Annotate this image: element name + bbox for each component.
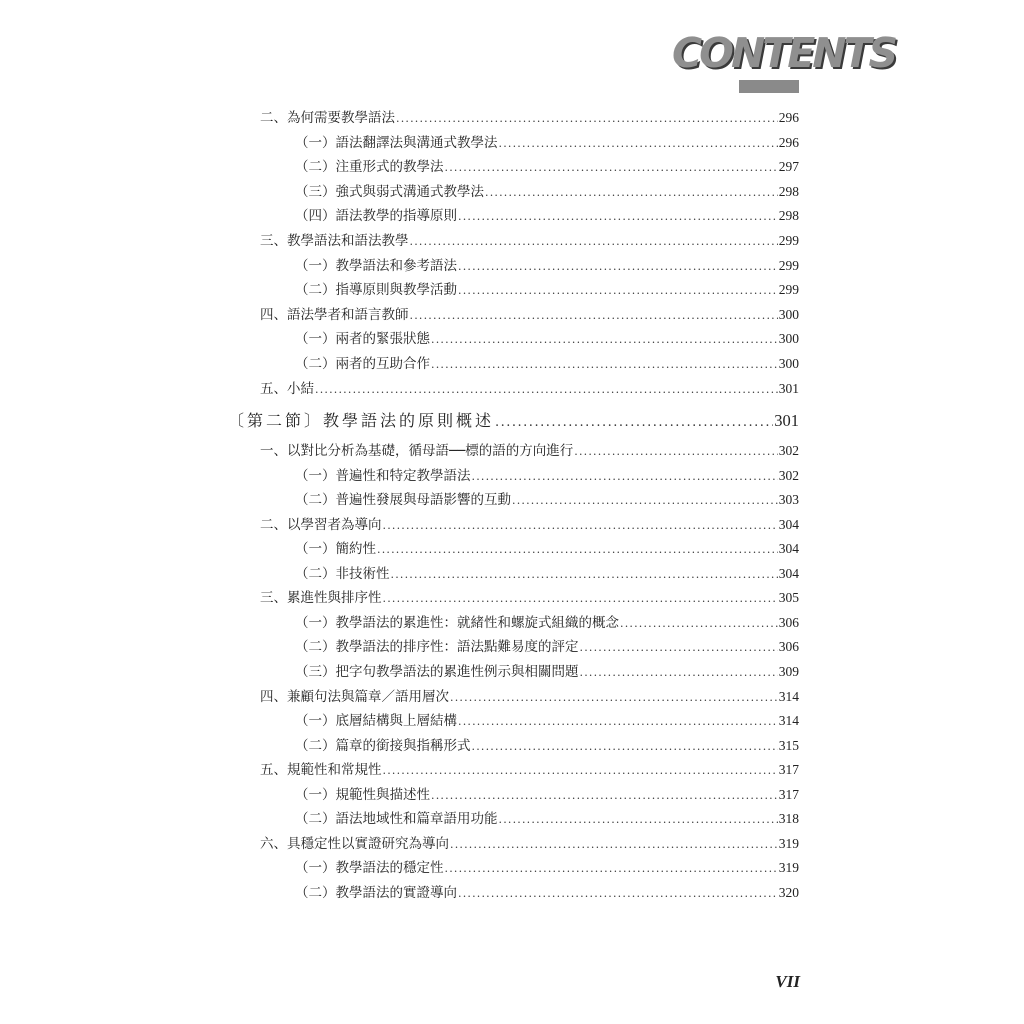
toc-entry-page: 300 bbox=[778, 356, 799, 371]
dot-leader bbox=[580, 661, 778, 685]
dot-leader bbox=[495, 408, 773, 438]
toc-entry-level1 bbox=[260, 303, 799, 327]
toc-entry-level2 bbox=[295, 254, 799, 278]
toc-entry-level2 bbox=[295, 327, 799, 351]
toc-entry-page: 306 bbox=[778, 639, 799, 655]
toc-entry-level2 bbox=[295, 204, 799, 228]
toc-entry-page: 303 bbox=[778, 492, 799, 508]
toc-entry-page: 304 bbox=[778, 565, 799, 581]
toc-entry-page: 299 bbox=[778, 233, 799, 248]
toc-entry-level1 bbox=[260, 439, 799, 463]
toc-entry-page: 299 bbox=[778, 257, 799, 273]
toc-entry-page: 301 bbox=[778, 380, 799, 396]
toc-entry-label: （二）教學語法的實證導向 bbox=[295, 884, 457, 901]
toc-entry-label: （一）簡約性 bbox=[295, 541, 376, 558]
toc-entry-level2 bbox=[295, 180, 799, 204]
toc-entry-label: 一、以對比分析為基礎，循母語──標的語的方向進行 bbox=[260, 443, 574, 459]
toc-entry-page: 315 bbox=[778, 737, 799, 753]
toc-entry-level2 bbox=[295, 734, 799, 758]
toc-entry-level1 bbox=[260, 685, 799, 709]
toc-entry-level2 bbox=[295, 635, 799, 659]
toc-entry-label: 〔第二節〕教學語法的原則概述 bbox=[228, 411, 495, 430]
toc-entry-level2 bbox=[295, 155, 799, 179]
toc-entry-label: （三）強式與弱式溝通式教學法 bbox=[295, 183, 484, 200]
toc-entry-level2 bbox=[295, 131, 799, 155]
dot-leader bbox=[383, 514, 778, 538]
dot-leader bbox=[450, 686, 778, 710]
dot-leader bbox=[383, 587, 778, 611]
toc-entry-level2 bbox=[295, 881, 799, 905]
dot-leader bbox=[458, 710, 778, 734]
toc-entry-label: （三）把字句教學語法的累進性例示與相關問題 bbox=[295, 663, 579, 680]
toc-entry-label: （二）兩者的互助合作 bbox=[295, 356, 430, 372]
toc-entry-level1 bbox=[260, 758, 799, 782]
toc-entry-label: （一）語法翻譯法與溝通式教學法 bbox=[295, 134, 498, 151]
toc-entry-label: 六、具穩定性以實證研究為導向 bbox=[260, 835, 449, 852]
toc-entry-page: 319 bbox=[778, 835, 799, 851]
toc-entry-page: 320 bbox=[778, 884, 799, 900]
contents-heading: CONTENTS bbox=[672, 29, 896, 77]
dot-leader bbox=[450, 833, 778, 857]
dot-leader bbox=[499, 132, 778, 156]
toc-entry-label: （二）篇章的銜接與指稱形式 bbox=[295, 737, 471, 754]
dot-leader bbox=[580, 636, 778, 660]
toc-entry-label: （四）語法教學的指導原則 bbox=[295, 208, 457, 225]
toc-entry-page: 317 bbox=[778, 786, 799, 802]
dot-leader bbox=[410, 230, 778, 254]
toc-entry-level2 bbox=[295, 856, 799, 880]
toc-entry-label: （一）教學語法的穩定性 bbox=[295, 860, 444, 877]
toc-entry-level1 bbox=[260, 513, 799, 537]
dot-leader bbox=[445, 857, 778, 881]
toc-entry-level1 bbox=[260, 377, 799, 401]
toc-entry-label: （一）教學語法和參考語法 bbox=[295, 257, 457, 274]
dot-leader bbox=[445, 156, 778, 180]
toc-entry-level2 bbox=[295, 807, 799, 831]
toc-entry-level2 bbox=[295, 488, 799, 512]
toc-entry-page: 314 bbox=[778, 713, 799, 729]
dot-leader bbox=[396, 107, 778, 131]
toc-entry-label: 四、語法學者和語言教師 bbox=[260, 306, 409, 323]
toc-entry-label: （二）注重形式的教學法 bbox=[295, 159, 444, 176]
dot-leader bbox=[458, 279, 778, 303]
toc-entry-level2 bbox=[295, 464, 799, 488]
toc-entry-level2 bbox=[295, 562, 799, 586]
toc-entry-page: 301 bbox=[774, 411, 799, 430]
dot-leader bbox=[485, 181, 778, 205]
dot-leader bbox=[620, 612, 778, 636]
dot-leader bbox=[458, 255, 778, 279]
toc-entry-label: 三、教學語法和語法教學 bbox=[260, 233, 409, 249]
toc-entry-page: 305 bbox=[778, 590, 799, 606]
toc-entry-label: （一）教學語法的累進性：就緒性和螺旋式組織的概念 bbox=[295, 614, 619, 631]
toc-entry-level2 bbox=[295, 352, 799, 376]
dot-leader bbox=[499, 808, 778, 832]
toc-entry-page: 318 bbox=[778, 811, 799, 827]
toc-entry-level2 bbox=[295, 278, 799, 302]
toc-entry-label: （一）規範性與描述性 bbox=[295, 786, 430, 803]
toc-entry-label: 五、規範性和常規性 bbox=[260, 762, 382, 779]
toc-entry-label: （一）底層結構與上層結構 bbox=[295, 713, 457, 730]
toc-entry-label: （二）非技術性 bbox=[295, 565, 390, 582]
dot-leader bbox=[472, 465, 778, 489]
toc-entry-page: 309 bbox=[778, 663, 799, 679]
toc-entry-level1 bbox=[260, 229, 799, 253]
toc-entry-label: （一）普遍性和特定教學語法 bbox=[295, 467, 471, 484]
toc-entry-level1 bbox=[260, 586, 799, 610]
toc-entry-label: 五、小結 bbox=[260, 380, 314, 397]
toc-entry-page: 297 bbox=[778, 159, 799, 175]
dot-leader bbox=[377, 538, 778, 562]
toc-entry-page: 302 bbox=[778, 443, 799, 458]
toc-entry-level1 bbox=[260, 832, 799, 856]
toc-entry-page: 300 bbox=[778, 331, 799, 347]
toc-entry-page: 314 bbox=[778, 688, 799, 704]
toc-entry-page: 298 bbox=[778, 183, 799, 199]
toc-entry-label: 二、為何需要教學語法 bbox=[260, 110, 395, 126]
toc-entry-label: （二）語法地域性和篇章語用功能 bbox=[295, 811, 498, 828]
toc-section-heading bbox=[228, 406, 799, 436]
toc-entry-level2 bbox=[295, 537, 799, 561]
toc-entry-level1 bbox=[260, 106, 799, 130]
dot-leader bbox=[383, 759, 778, 783]
toc-entry-level2 bbox=[295, 709, 799, 733]
dot-leader bbox=[512, 489, 778, 513]
toc-entry-label: 四、兼顧句法與篇章／語用層次 bbox=[260, 688, 449, 705]
toc-entry-page: 317 bbox=[778, 762, 799, 778]
dot-leader bbox=[574, 440, 777, 464]
dot-leader bbox=[472, 735, 778, 759]
toc-entry-page: 296 bbox=[778, 134, 799, 150]
toc-entry-page: 319 bbox=[778, 860, 799, 876]
dot-leader bbox=[315, 378, 778, 402]
toc-entry-label: （二）普遍性發展與母語影響的互動 bbox=[295, 492, 511, 509]
toc-entry-label: 三、累進性與排序性 bbox=[260, 590, 382, 607]
dot-leader bbox=[458, 882, 778, 906]
toc-entry-level2 bbox=[295, 611, 799, 635]
toc-entry-page: 298 bbox=[778, 208, 799, 224]
toc-entry-page: 296 bbox=[778, 110, 799, 125]
toc-entry-level2 bbox=[295, 783, 799, 807]
toc-entry-page: 302 bbox=[778, 467, 799, 483]
dot-leader bbox=[431, 328, 778, 352]
toc-entry-page: 304 bbox=[778, 541, 799, 557]
dot-leader bbox=[431, 353, 778, 377]
dot-leader bbox=[458, 205, 778, 229]
page-number: VII bbox=[775, 972, 800, 991]
toc-entry-label: （二）教學語法的排序性：語法點難易度的評定 bbox=[295, 639, 579, 656]
dot-leader bbox=[391, 563, 778, 587]
toc-entry-page: 304 bbox=[778, 516, 799, 532]
toc-entry-page: 300 bbox=[778, 306, 799, 322]
toc-entry-page: 306 bbox=[778, 614, 799, 630]
heading-underline-bar bbox=[739, 80, 799, 93]
toc-entry-level2 bbox=[295, 660, 799, 684]
dot-leader bbox=[431, 784, 778, 808]
toc-entry-label: （二）指導原則與教學活動 bbox=[295, 282, 457, 299]
toc-entry-label: （一）兩者的緊張狀態 bbox=[295, 331, 430, 348]
toc-entry-label: 二、以學習者為導向 bbox=[260, 516, 382, 533]
toc-entry-page: 299 bbox=[778, 282, 799, 298]
dot-leader bbox=[410, 304, 778, 328]
